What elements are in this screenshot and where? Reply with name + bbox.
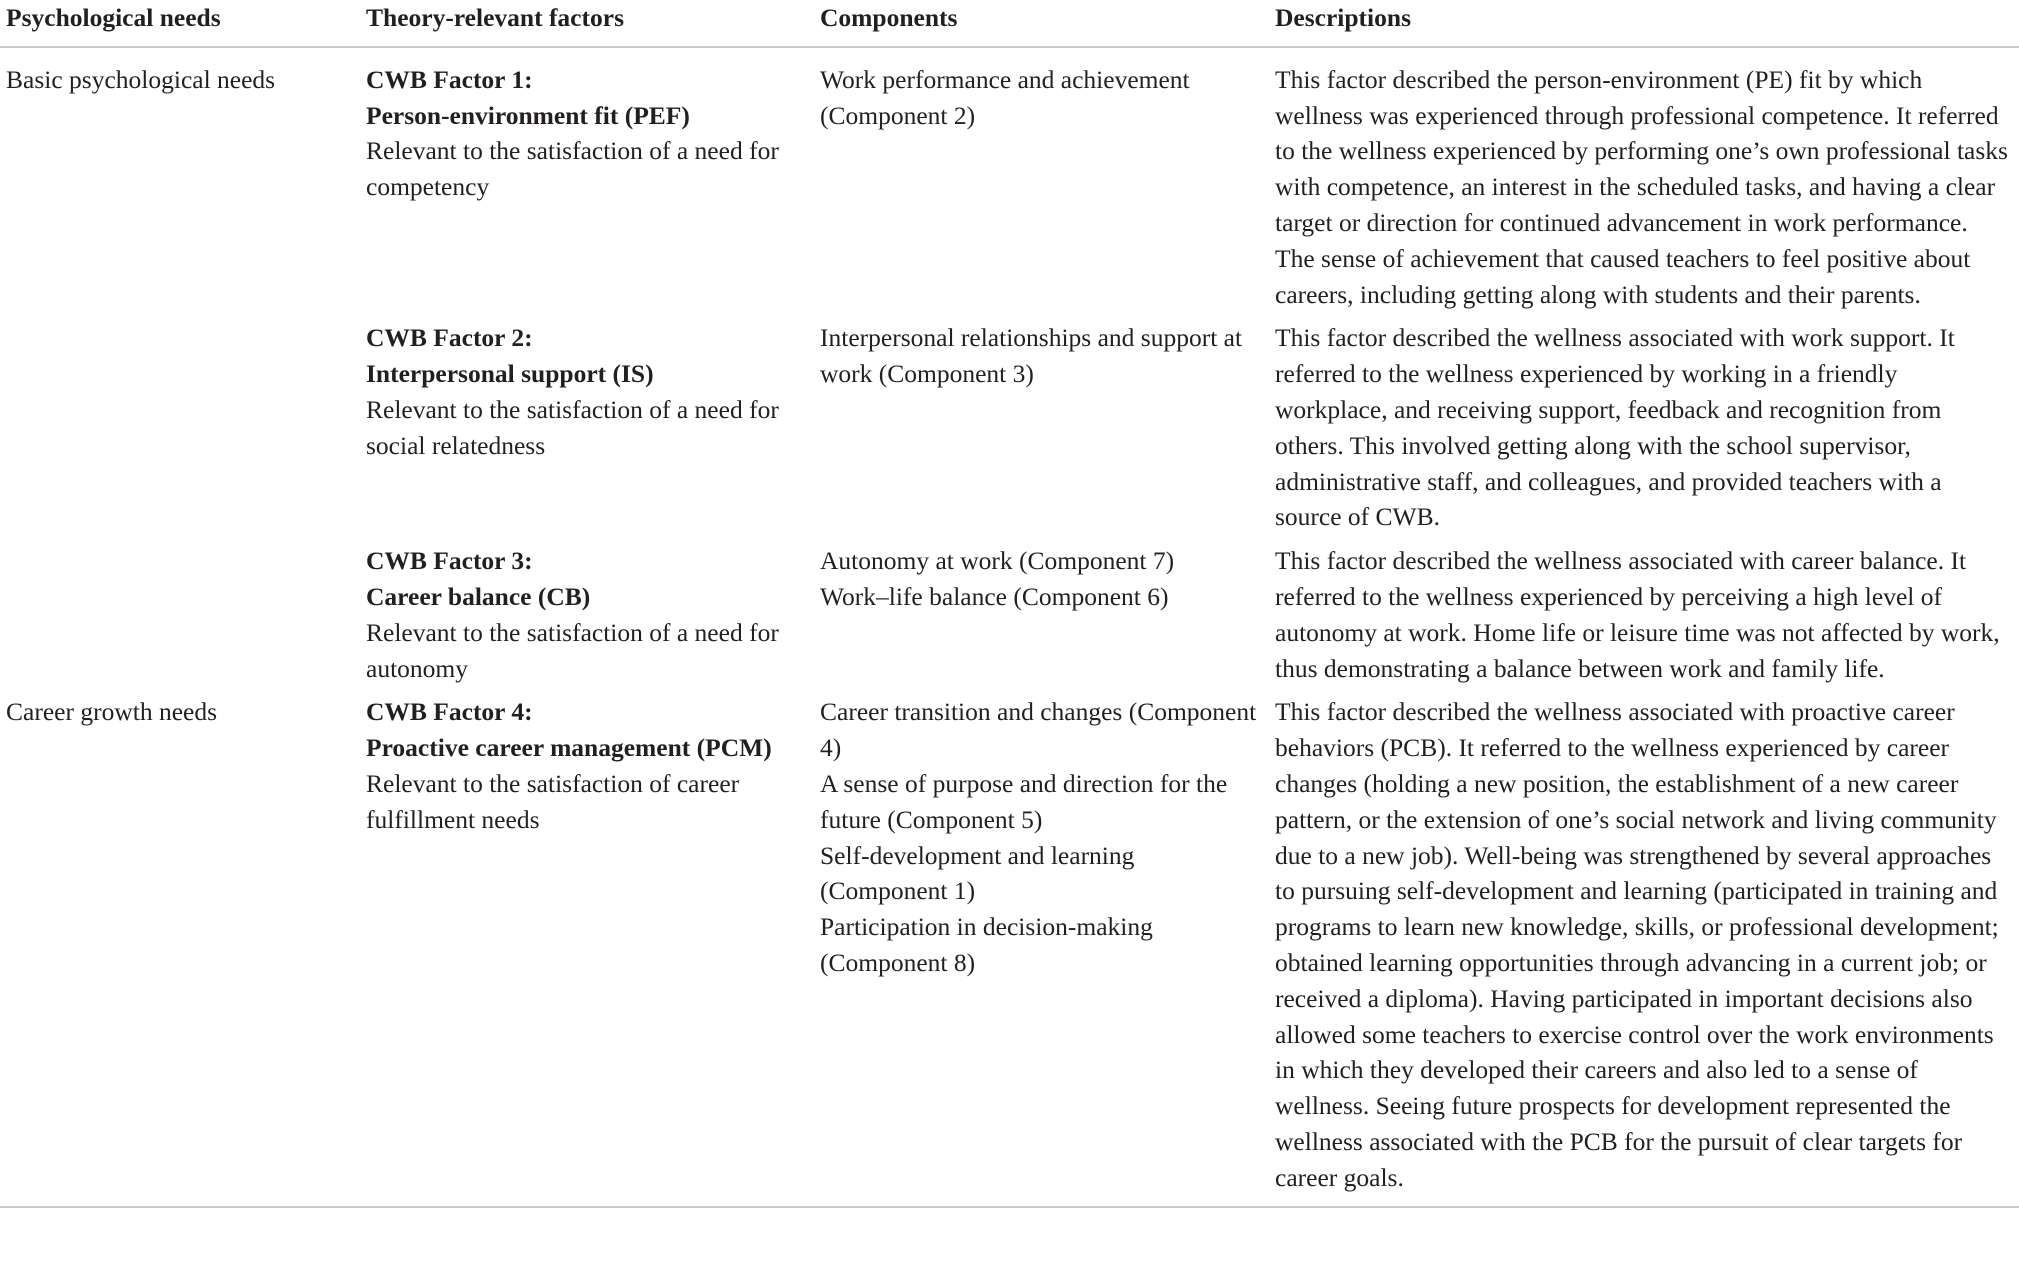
table-row <box>0 694 2019 1206</box>
header-theory-relevant-factors: Theory-relevant factors <box>360 0 814 47</box>
description-text: This factor described the wellness associated with work support. It referred to the wellness experienced by working in a friendly workplace, and receiving support, feedback and recognition from others. This involved getting along with the school supervisor, administrative staff, and colleagues, and provided teachers with a source of CWB. <box>1275 323 1955 532</box>
component-item: Self-development and learning (Component 1) <box>820 840 1135 906</box>
description-text: This factor described the wellness associated with proactive career behaviors (PCB). It referred to the wellness experienced by career changes (holding a new position, the establishment of a new career pattern, or the extension of one’s social network and living community due to a new job). Well-being was strengthened by several approaches to pursuing self-development and learning (participated in training and programs to learn new knowledge, skills, or professional development; obtained learning opportunities through advancing in a current job; or received a diploma). Having participated in important decisions also allowed some teachers to exercise control over the work environments in which they developed their careers and also led to a sense of wellness. Seeing future prospects for development represented the wellness associated with the PCB for the pursuit of clear targets for career goals. <box>1275 697 1999 1192</box>
factor-cell <box>360 694 814 1206</box>
need-cell <box>0 543 360 694</box>
need-cell <box>0 320 360 543</box>
header-psychological-needs: Psychological needs <box>0 0 360 47</box>
factor-title: CWB Factor 3: <box>366 546 533 576</box>
factor-cell <box>360 47 814 321</box>
components-cell <box>814 543 1269 694</box>
component-item: Career transition and changes (Component 4) <box>820 697 1257 763</box>
table-row <box>0 543 2019 694</box>
factor-name: Interpersonal support (IS) <box>366 359 654 389</box>
need-cell <box>0 47 360 321</box>
component-item: A sense of purpose and direction for the future (Component 5) <box>820 768 1228 834</box>
factor-cell <box>360 320 814 543</box>
description-text: This factor described the wellness associated with career balance. It referred to the wellness experienced by perceiving a high level of autonomy at work. Home life or leisure time was not affected by work, thus demonstrating a balance between work and family life. <box>1275 546 2000 683</box>
factor-relevance: Relevant to the satisfaction of a need for competency <box>366 136 779 202</box>
factor-title: CWB Factor 1: <box>366 64 533 94</box>
factor-name: Career balance (CB) <box>366 581 591 611</box>
description-cell <box>1269 320 2019 543</box>
components-cell <box>814 694 1269 1206</box>
header-descriptions: Descriptions <box>1269 0 2019 47</box>
header-components: Components <box>814 0 1269 47</box>
header-row <box>0 0 2019 47</box>
need-label: Basic psychological needs <box>6 64 276 94</box>
components-cell <box>814 47 1269 321</box>
component-item: Work performance and achievement (Component 2) <box>820 64 1190 130</box>
description-cell <box>1269 694 2019 1206</box>
description-cell <box>1269 543 2019 694</box>
factor-relevance: Relevant to the satisfaction of a need for social relatedness <box>366 394 779 460</box>
table-row <box>0 320 2019 543</box>
need-label: Career growth needs <box>6 697 217 727</box>
component-item: Work–life balance (Component 6) <box>820 581 1169 611</box>
factor-relevance: Relevant to the satisfaction of a need for autonomy <box>366 617 779 683</box>
table-row <box>0 47 2019 321</box>
table-header <box>0 0 2019 47</box>
factor-title: CWB Factor 4: <box>366 697 533 727</box>
component-item: Autonomy at work (Component 7) <box>820 546 1175 576</box>
component-item: Interpersonal relationships and support at work (Component 3) <box>820 323 1243 389</box>
factor-title: CWB Factor 2: <box>366 323 533 353</box>
component-item: Participation in decision-making (Component 8) <box>820 912 1153 977</box>
components-cell <box>814 320 1269 543</box>
description-text: This factor described the person-environment (PE) fit by which wellness was experienced through professional competence. It referred to the wellness experienced by performing one’s own professional tasks with competence, an interest in the scheduled tasks, and having a clear target or direction for continued advancement in work performance. The sense of achievement that caused teachers to feel positive about careers, including getting along with students and their parents. <box>1275 64 2008 309</box>
factor-name: Proactive career management (PCM) <box>366 733 772 763</box>
factor-cell <box>360 543 814 694</box>
description-cell <box>1269 47 2019 321</box>
need-cell <box>0 694 360 1206</box>
table-body <box>0 47 2019 1207</box>
factor-name: Person-environment fit (PEF) <box>366 100 690 130</box>
factor-relevance: Relevant to the satisfaction of career fulfillment needs <box>366 768 740 834</box>
